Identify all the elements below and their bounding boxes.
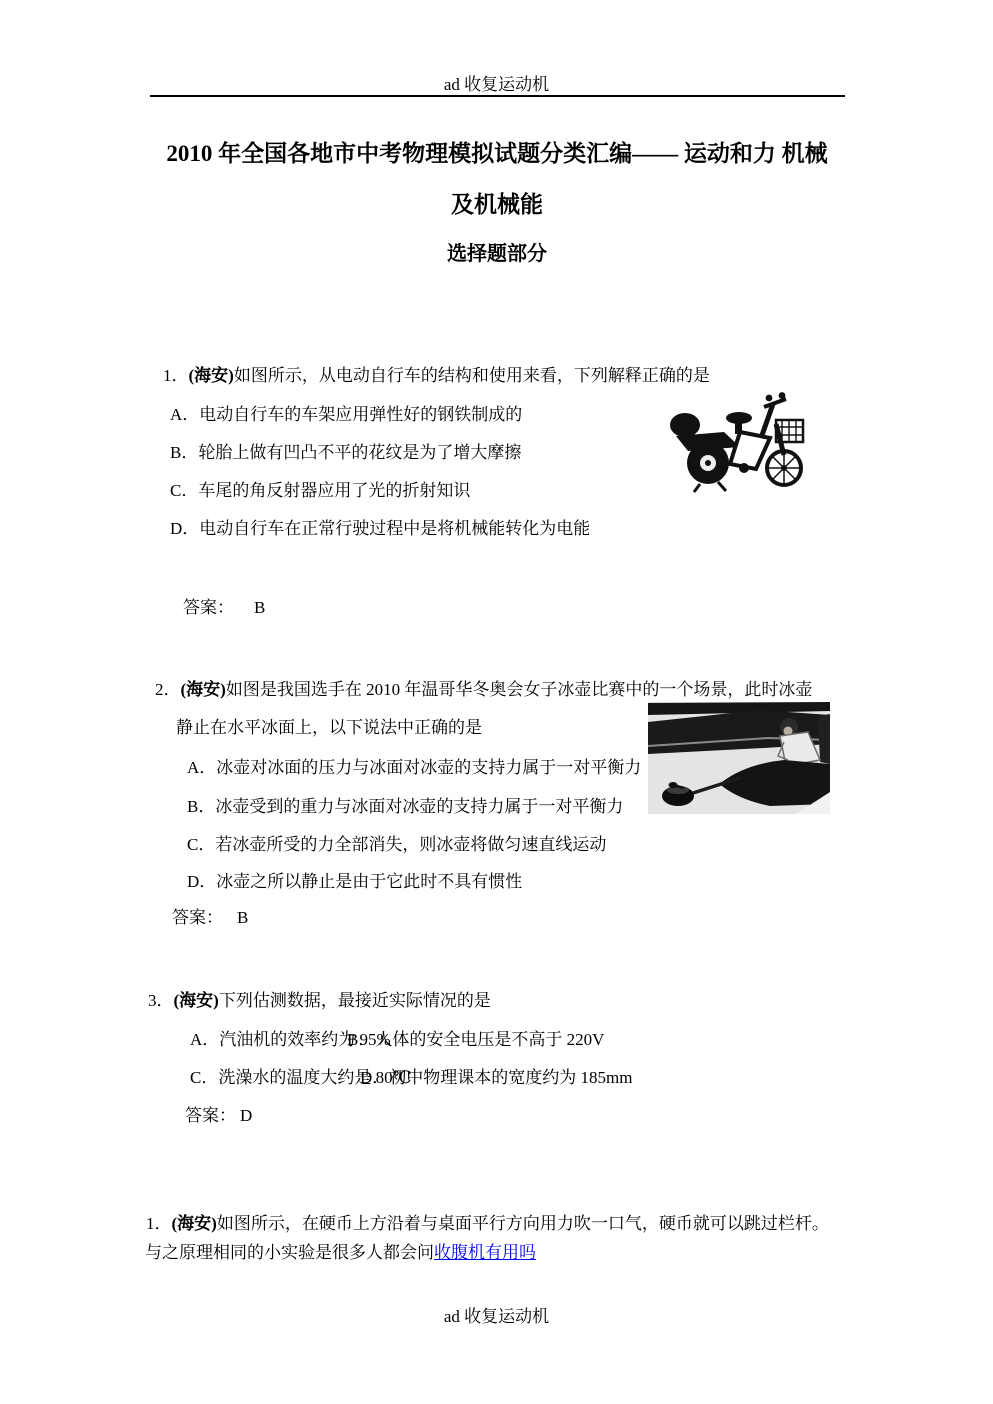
question-3-stem-text: 下列估测数据，最接近实际情况的是 [218, 991, 491, 1010]
answer-label: 答案： [183, 598, 234, 617]
question-2-option-c: C．若冰壶所受的力全部消失，则冰壶将做匀速直线运动 [187, 835, 607, 854]
question-2-source: (海安) [180, 680, 226, 699]
answer-value: B [237, 908, 249, 927]
page-title-line1: 2010 年全国各地市中考物理模拟试题分类汇编—— 运动和力 机械 [166, 141, 828, 166]
question-2-stem-line2: 静止在水平冰面上，以下说法中正确的是 [176, 718, 482, 737]
question-2-option-d: D．冰壶之所以静止是由于它此时不具有惯性 [187, 872, 523, 891]
question-2-stem-line1 [155, 680, 812, 700]
question-4-number: 1． [146, 1214, 172, 1233]
answer-label: 答案： [172, 908, 223, 927]
question-1-stem-text: 如图所示，从电动自行车的结构和使用来看，下列解释正确的是 [233, 366, 710, 385]
question-4-stem-line2 [145, 1243, 536, 1263]
section-subtitle: 选择题部分 [447, 243, 547, 265]
question-1-number: 1． [163, 366, 189, 385]
question-2-number: 2． [155, 680, 181, 699]
question-3-answer [185, 1106, 252, 1126]
question-1-option-b: B．轮胎上做有凹凸不平的花纹是为了增大摩擦 [170, 443, 522, 462]
question-1-stem [163, 366, 710, 386]
question-2-option-b: B．冰壶受到的重力与冰面对冰壶的支持力属于一对平衡力 [187, 797, 624, 816]
question-3-number: 3． [148, 991, 174, 1010]
question-1-option-a: A．电动自行车的车架应用弹性好的钢铁制成的 [170, 405, 523, 424]
page-title-line2: 及机械能 [451, 192, 543, 217]
question-3-option-c: C．洗澡水的温度大约是 80℃ [190, 1068, 412, 1087]
answer-label: 答案： [185, 1106, 236, 1125]
header-ad-text: ad 收复运动机 [443, 75, 550, 94]
question-4-stem-text2: 与之原理相同的小实验是很多人都会问 [145, 1243, 434, 1262]
question-2-option-a: A．冰壶对冰面的压力与冰面对冰壶的支持力属于一对平衡力 [187, 758, 642, 777]
curling-scene-image [648, 702, 830, 814]
question-3-option-d: D．初中物理课本的宽度约为 185mm [360, 1068, 633, 1087]
electric-bicycle-image [660, 392, 810, 497]
question-3-option-a: A．汽油机的效率约为 95% [190, 1030, 391, 1049]
answer-value: D [240, 1106, 253, 1125]
question-1-option-c: C．车尾的角反射器应用了光的折射知识 [170, 481, 471, 500]
footer-ad-text: ad 收复运动机 [443, 1307, 550, 1326]
shoufuji-ad-link[interactable]: 收腹机有用吗 [434, 1243, 536, 1262]
question-1-option-d: D．电动自行车在正常行驶过程中是将机械能转化为电能 [170, 519, 591, 538]
question-2-answer [172, 908, 248, 928]
question-2-stem-text1: 如图是我国选手在 2010 年温哥华冬奥会女子冰壶比赛中的一个场景，此时冰壶 [225, 680, 813, 699]
question-4-source: (海安) [171, 1214, 217, 1233]
question-1-answer [183, 598, 265, 618]
answer-value: B [254, 598, 266, 617]
question-1-source: (海安) [188, 366, 234, 385]
question-4-stem-text1: 如图所示，在硬币上方沿着与桌面平行方向用力吹一口气，硬币就可以跳过栏杆。 [216, 1214, 829, 1233]
question-4-stem-line1 [146, 1214, 829, 1234]
question-3-source: (海安) [173, 991, 219, 1010]
question-3-stem [148, 991, 491, 1011]
header-rule [150, 95, 845, 97]
question-3-option-b: B．人体的安全电压是不高于 220V [347, 1030, 605, 1049]
